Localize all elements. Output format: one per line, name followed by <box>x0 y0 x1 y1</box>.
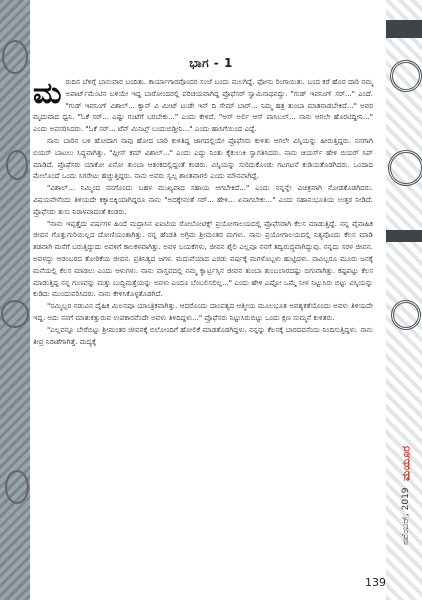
drop-cap: ಮ <box>33 76 62 111</box>
article-paragraph-6: "ಎಲ್ಲವನ್ನೂ ಬೇರೆಬಿಟ್ಟು ಶ್ರೀಮಂತರ ಜೀವನಕ್ಕೆ ಬಿಲೋಂದಿಗೆ ಹೋಲಿಕೆ ಮಾಡತೊಡಗಿದ್ದಳು. ನನ್ನನ್ನು ಕೆಲಸಕ್ಕೆ ಬಾರದವನೆಂದು ನಿಂದಿಸುತ್ತಿದ್ದಳು. ನಾನು ತೀವ್ರ ನಿರಾಶೆಗಾಗಿತ್ತೆ. ಮದ್ಯಕ್ಕೆ <box>33 324 373 346</box>
article-paragraph-3: "ವಿಶಾಲ್... ನಿಮ್ಮಿಂದ ನನಗೊಂದು ಬಹಳ ಮುಖ್ಯವಾದ ಸಹಾಯ ಆಗಬೇಕಿದೆ..." ಎಂದು ನನ್ನನ್ನೇ ವಿಚಿತ್ರವಾಗಿ ನೋಡತೊಡಗಿದರು. ವಿಷಯವೇನೆಂದು ತಿಳಿಯದೇ ಕಕ್ಕಾಬಿಕ್ಕಿಯಾಗಿದ್ದರೂ ನಾನು "ಅದಕ್ಕೇನಂತೆ ಸರ್... ಹೇಳಿ... ಏನಾಗಬೇಕು..." ಎಂದು ಸಹಾನುಭೂತಿಯ ಉತ್ತರ ನೀಡಿದೆ. ಪ್ರೊಫೆಸರು ತುಸು ನಿರಾಳವಾದಂತೆ ಕಂಡರು. <box>33 183 373 216</box>
decorative-swirl <box>1 300 29 328</box>
decorative-swirl <box>5 470 29 504</box>
article-paragraph-4: "ನಾನು ಇಪ್ಪತ್ತೈದು ವರ್ಷಗಳ ಹಿಂದೆ ಮದ್ರಾಸಿನ ಐಐಟಿಯ ರೋಬೋಟಿಕ್ಸ್ ಪ್ರಯೋಗಾಲಯದಲ್ಲಿ ಪ್ರೊಫೆಸರಾಗಿ ಕೆಲಸ ಮಾಡುತ್ತಿದ್ದೆ. ನನ್ನ ವೈವಾಹಿಕ ಜೀವನ ಗೊತ್ತುಗುರಿಯಿಲ್ಲದ ದೋಣಿಯಂತಾಗಿತ್ತು. ನನ್ನ ಹೆಂಡತಿ ಅಗ್ರಿಮ ಶ್ರೀಮಂತರ ಮಗಳು. ನಾನು ಪ್ರಯೋಗಾಲಯದಲ್ಲಿ ನಿತ್ಯವೊಂದು ಕೆಲಸ ಮಾಡಿ ತಡವಾಗಿ ಮನೆಗೆ ಬರುತ್ತಿದ್ದುದು ಅವಳಿಗೆ ಕಾಲಕಳವಾಗಿತ್ತು. ಅವಳ ಬಯಕೆಗಳು, ಜೀವನ ಶೈಲಿ ಎಲ್ಲವೂ ನನಗೆ ತದ್ವಿರುದ್ಧವಾಗಿದ್ದುವು. ನನ್ನದು ಸರಳ ಜೀವನ. ಅವಳದ್ದು ಆಡಂಬರದ ತೋರಿಕೆಯ ಜೀವನ. ಪ್ರತಿನಿತ್ಯದ ಜಗಳ. ಮದುವೆಯಾದ ಎರಡು ವರ್ಷಕ್ಕೆ ಮಗಳೊಬ್ಬಳು ಹುಟ್ಟಿದಳು. ನಾವಿಬ್ಬರೂ ಮೂರು ಜನಕ್ಕೆ ಮನೆಯಲ್ಲಿ ಕೆಲಸ ಮಾಡಲು ಎಂದು ಆಳುಗಳು. ನಾನು ವಾಸ್ತವದಲ್ಲಿ ನಮ್ಮ ಕ್ವಾರ್ಟ್ರಸ್ಸಿನ ಜೀವನ ತುಂಬಾ ತುಂಬಲಾರದಷ್ಟು ಬಿಗುವಾಗಿತ್ತು. ಕಷ್ಟಪಟ್ಟು ಕೆಲಸ ಮಾಡುತ್ತಿದ್ದ ನನ್ನ ಗುಣವನ್ನು ಮತ್ತು ಬುದ್ಧಿಮತ್ತೆಯನ್ನು ಅವಳು ಎಂದೂ ಬೆಂಬಲಿಸಲಿಲ್ಲ..." ಎಂದು ಹೇಳಿ ಎಷ್ಟೋ ಒಮ್ಮೆ ನೀಳ ನಿಟ್ಟುಸಿರು ಬಿಟ್ಟು ವಿಸ್ಕಿಯನ್ನು ಕುಡಿದು ಮುಂದುವರಿಸಿದರು. ನಾನು ಕೇಳಿಸಿಕೊಳ್ಳತೊಡಗಿದೆ. <box>33 218 373 299</box>
decorative-swirl <box>6 150 28 180</box>
page-number: 139 <box>365 576 386 589</box>
decorative-ring <box>388 150 422 186</box>
issue-date: ನವೆಂಬರ್, 2019 <box>401 487 411 545</box>
article-paragraph-1: ಮರುದಿನ ಬೆಳಿಗ್ಗೆ ಭಾನುವಾರ ಬಂದಿತು. ಕಾರ್ಯಾಗಾರವೊಂದರ ಸಂಜೆ ಬಂದು ಮಲಗಿದ್ದೆ. ಫೋನು ರಿಂಗಾಯಿತು. ಬಂದ ಕರೆ ಹೊರ ದಾರಿ ನಮ್ಮ ಅಪಾರ್ಟ್‌ಮೆಂಟಿನ ಬಳಿಯೇ ಇದ್ದ ಬಾರೋಂದರಲ್ಲಿ ಪರಿಚಯವಾಗಿದ್ದ ಪ್ರೊಫೆಸರ್ ಸ್ವಾಮಿನಾಥನದ್ದು. "ಗುಡ್ ಇವನಿಂಗ್ ಸರ್..." ಎಂದೆ. "ಗುಡ್ ಇವನಿಂಗ್ ವಿಶಾಲ್... ಕ್ಯಾನ್ ವಿ ಮೀಟ್ ಟುಡೇ ಇನ್ ದಿ ಸೇಮ್ ಬಾರ್... ನಿಮ್ಮ ಹತ್ರ ತುಂಬಾ ಮಾತನಾಡಬೇಕಿದೆ..." ಅವರ ಮೃದುವಾದ ಧ್ವನಿ. "ಓಕೆ ಸರ್... ಎಷ್ಟು ಗಂಟೆಗೆ ಬರಬೇಕು..." ಎಂದು ಕೇಳಿದೆ. "ಆಸ್ ಅರ್ಲಿ ಆಸ್ ಪಾಸಿಬಲ್... ನಾನು ಆಗಲೇ ಹೊರಟಿದ್ದೀನಿ..." ಎಂದು ಅವಸರಿಸಿದರು. "ಓಕೆ ಸರ್... ಟೆನ್ ಮಿನಿಟ್ಸ್ ಬಂದುಬಿಡ್ತೀನಿ..." ಎಂದು ಹಾಸಿಗೆಯಿಂದ ಎದ್ದೆ. <box>33 76 373 134</box>
left-decorative-border <box>0 0 30 600</box>
section-heading: ಭಾಗ - 1 <box>189 56 233 70</box>
issue-footer-vertical <box>398 395 414 545</box>
article-paragraph-2: ನಾನು ಬಾರಿನ ಬಳಿ ಹೋದಾಗ ನಾವು ಹೋದ ಬಾರಿ ಕುಳಿತಿದ್ದ ಜಾಗದಲ್ಲಿಯೇ ಪ್ರೊಫೆಸರು ಕುಳಿತು ಆಗಲೇ ವಿಸ್ಕಿಯನ್ನು ಹೀರುತ್ತಿದ್ದರು. ನನಗಾಗಿ ಬಿಯರ್ ಬಾಟಲು ಸಿದ್ಧವಾಗಿತ್ತು. "ಪ್ಲೀಸ್ ಕಮ್ ವಿಶಾಲ್..." ಎಂದು ಎದ್ದು ನಿಂತು ಕೈಕುಲುಕಿ ಸ್ವಾಗತಿಸಿದರು. ನಾನು ಚಿಯರ್ಸ್ ಹೇಳಿ ಬಿಯರ್ ಸಿಪ್ ಮಾಡಿದೆ. ಪ್ರೊಫೆಸರು ಯಾಕೋ ಏನೋ ತುಂಬಾ ಆತಂಕದಲ್ಲಿದ್ದಂತೆ ಕಂಡರು. ವಿಸ್ಕಿಯನ್ನು ಸುರಿದುಕೊಂಡು ಗಟಗಟನೆ ಕುಡಿಯತೊಡಗಿದರು. ಒಂದಾದ ಮೇಲೊಂದೆ ಒಂದು ಸಿಗರೇಟು ಹಚ್ಚುತ್ತಿದ್ದರು. ನಾನು ಅವರು ಸ್ವಲ್ಪ ಶಾಂತವಾಗಲಿ ಎಂದು ಮೌನವಾಗಿದ್ದೆ. <box>33 135 373 181</box>
decorative-ring <box>391 300 421 330</box>
article-body <box>33 76 373 347</box>
article-paragraph-5: "ನಮ್ಮಿಬ್ಬರ ನಡುವಿನ ದೈಹಿಕ ಮಿಲನವೂ ಯಾಂತ್ರಿಕವಾಗಿತ್ತು. ಆದರೊಂದು ದಾಂಪತ್ಯದ ಆತ್ಮೀಯ ಮೂಲಭೂತ ಅವಶ್ಯಕತೆಯೊಂದು ಅವಳು ತಿಳಿಯದೇ ಇದ್ದ. ಅದು ನನಗೆ ಮಾತುಕತ್ತುರುವ ಉಪಕಾರವೆಂದೇ ಅವಳು ತಿಳಿದಿದ್ದಳು..." ಪ್ರೊಫೆಸರು ನಿಟ್ಟುಸಿರುಬಿಟ್ಟು ಒಂದು ಕ್ಷಣ ಸುಮ್ಮನೆ ಕುಳಿತರು. <box>33 301 373 322</box>
decorative-band <box>386 230 422 242</box>
decorative-band <box>386 20 422 38</box>
magazine-name: ಮಯೂರ <box>399 446 413 482</box>
